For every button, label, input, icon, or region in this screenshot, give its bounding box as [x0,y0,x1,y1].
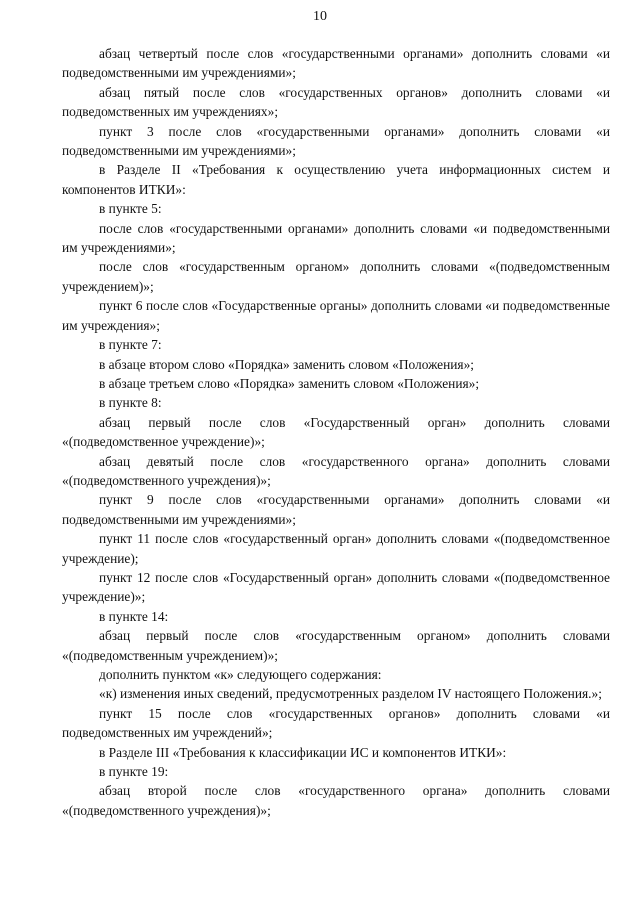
paragraph-punkt-14-item-1: абзац первый после слов «государственным органом» дополнить словами «(подведомственным учреждением)»; [62,628,610,663]
paragraph-punkt-8-heading: в пункте 8: [99,395,162,411]
paragraph-section-2-heading: в Разделе II «Требования к осуществлению учета информационных систем и компонентов ИТКИ»: [62,162,610,197]
paragraph-punkt-5-item-2: после слов «государственным органом» дополнить словами «(подведомственным учреждением)»; [62,259,610,294]
paragraph-punkt-19-heading: в пункте 19: [99,764,169,780]
paragraph-punkt-14-item-2: дополнить пунктом «к» следующего содержания: [99,667,382,682]
paragraph-abzac-5: абзац пятый после слов «государственных органов» дополнить словами «и подведомственных им учреждениях»; [62,84,610,120]
paragraph-punkt-9: пункт 9 после слов «государственными органами» дополнить словами «и подведомственными им учреждениями»; [62,492,610,527]
paragraph-punkt-14-heading: в пункте 14: [99,608,169,624]
page-number: 10 [313,9,327,24]
paragraph-section-3-heading: в Разделе III «Требования к классификации ИС и компонентов ИТКИ»: [99,744,507,760]
paragraph-punkt-15: пункт 15 после слов «государственных органов» дополнить словами «и подведомственных им учреждений»; [62,705,610,741]
paragraph-punkt-5-item-1: после слов «государственными органами» дополнить словами «и подведомственными им учреждениями»; [62,220,610,256]
paragraph-punkt-7-item-1: в абзаце втором слово «Порядка» заменить словом «Положения»; [99,356,475,372]
paragraph-punkt-6: пункт 6 после слов «Государственные органы» дополнить словами «и подведомственные им учреждения»; [62,298,610,333]
paragraph-punkt-8-item-1: абзац первый после слов «Государственный орган» дополнить словами «(подведомственное учреждение)»; [62,414,610,450]
paragraph-punkt-8-item-2: абзац девятый после слов «государственного органа» дополнить словами «(подведомственного учреждения)»; [62,453,610,488]
paragraph-punkt-14-item-k: «к) изменения иных сведений, предусмотренных разделом IV настоящего Положения.»; [99,686,602,702]
paragraph-punkt-19-item-1: абзац второй после слов «государственного органа» дополнить словами «(подведомственного учреждения)»; [62,783,610,818]
paragraph-punkt-7-item-2: в абзаце третьем слово «Порядка» заменить словом «Положения»; [99,375,480,391]
paragraph-punkt-3: пункт 3 после слов «государственными органами» дополнить словами «и подведомственными им учреждениями»; [62,123,610,159]
paragraph-punkt-7-heading: в пункте 7: [99,337,162,353]
paragraph-punkt-12: пункт 12 после слов «Государственный орган» дополнить словами «(подведомственное учреждение)»; [62,569,610,605]
paragraph-punkt-5-heading: в пункте 5: [99,201,162,217]
document-body [62,44,610,820]
paragraph-abzac-4: абзац четвертый после слов «государственными органами» дополнить словами «и подведомственными им учреждениями»; [62,46,610,81]
paragraph-punkt-11: пункт 11 после слов «государственный орган» дополнить словами «(подведомственное учреждение); [62,531,610,566]
